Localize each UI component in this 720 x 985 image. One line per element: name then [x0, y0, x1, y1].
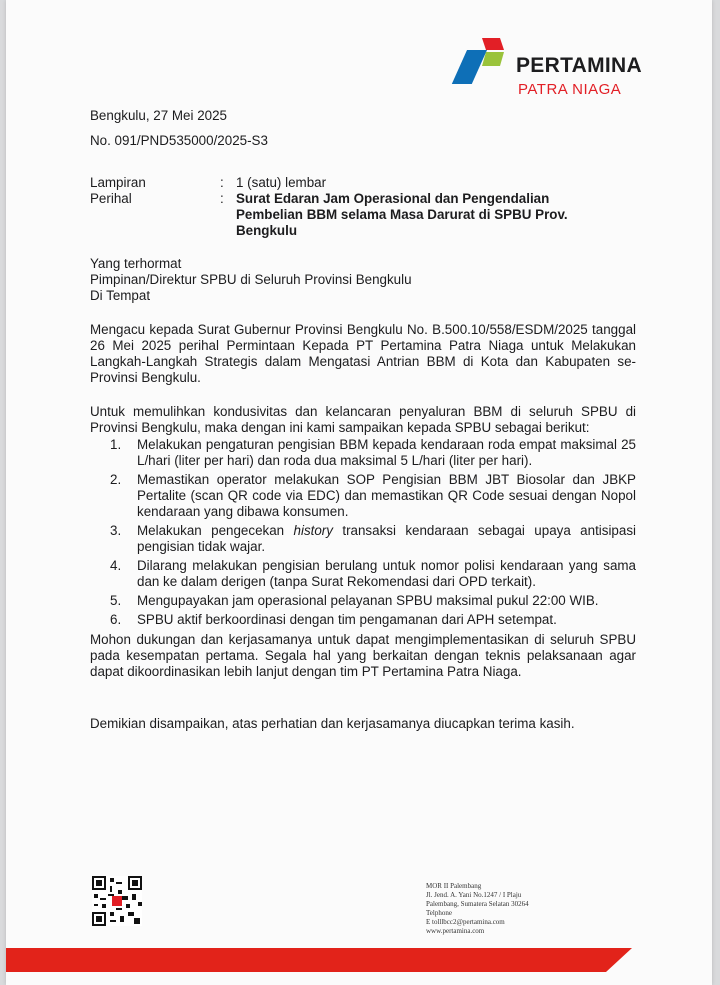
letter-page [6, 0, 712, 985]
letter-number: No. 091/PND535000/2025-S3 [90, 133, 268, 148]
brand-subtitle: PATRA NIAGA [518, 81, 622, 98]
attachment-colon: : [220, 175, 224, 190]
subject-colon: : [220, 191, 224, 206]
subject-label: Perihal [90, 191, 132, 206]
subject-line: Bengkulu [236, 223, 298, 238]
instruction-list [110, 437, 636, 631]
list-number: 4. [110, 558, 122, 573]
list-text: SPBU aktif berkoordinasi dengan tim pengamanan dari APH setempat. [137, 612, 557, 627]
qr-code-icon [92, 876, 142, 926]
place-date: Bengkulu, 27 Mei 2025 [90, 108, 227, 123]
qr-code [92, 876, 142, 926]
subject-line: Pembelian BBM selama Masa Darurat di SPBU Prov. [236, 207, 568, 222]
list-item [110, 437, 636, 469]
recipient-line: Di Tempat [90, 288, 151, 303]
recipient-line: Pimpinan/Direktur SPBU di Seluruh Provinsi Bengkulu [90, 272, 412, 287]
list-text: Dilarang melakukan pengisian berulang untuk nomor polisi kendaraan yang sama dan ke dalam derigen (tanpa Surat Rekomendasi dari OPD terkait). [137, 558, 636, 589]
paragraph-closing: Demikian disampaikan, atas perhatian dan kerjasamanya diucapkan terima kasih. [90, 716, 575, 731]
list-text: Mengupayakan jam operasional pelayanan SPBU maksimal pukul 22:00 WIB. [137, 593, 599, 608]
list-item [110, 593, 636, 609]
paragraph-intro: Untuk memulihkan kondusivitas dan kelancaran penyaluran BBM di seluruh SPBU di Provinsi Bengkulu, maka dengan ini kami sampaikan kepada SPBU sebagai berikut: [90, 404, 636, 435]
address-line: E tolllbcc2@pertamina.com [426, 918, 505, 926]
paragraph-reference: Mengacu kepada Surat Gubernur Provinsi Bengkulu No. B.500.10/558/ESDM/2025 tanggal 26 Mei 2025 perihal Permintaan Kepada PT Pertamina Patra Niaga untuk Melakukan Langkah-Langkah Strategis dalam Mengatasi Antrian BBM di Kota dan Kabupaten se-Provinsi Bengkulu. [90, 322, 636, 385]
list-item [110, 472, 636, 520]
list-text: Melakukan pengaturan pengisian BBM kepada kendaraan roda empat maksimal 25 L/hari (liter per hari) dan roda dua maksimal 5 L/hari (liter per hari). [137, 437, 636, 468]
address-line: Jl. Jend. A. Yani No.1247 / I Plaju [426, 891, 522, 899]
list-text-part: transaksi kendaraan sebagai upaya antisipasi pengisian tidak wajar. [137, 523, 637, 554]
list-item [110, 612, 636, 628]
address-line: MOR II Palembang [426, 882, 482, 890]
attachment-label: Lampiran [90, 175, 146, 190]
list-text-italic: history [293, 523, 333, 538]
attachment-value: 1 (satu) lembar [236, 175, 327, 190]
subject-text [236, 191, 568, 239]
footer-red-bar [6, 940, 712, 985]
list-text: Memastikan operator melakukan SOP Pengisian BBM JBT Biosolar dan JBKP Pertalite (scan QR code via EDC) dan memastikan QR Code sesuai dengan Nopol kendaraan yang dibawa konsumen. [137, 472, 636, 519]
list-item [110, 558, 636, 590]
pertamina-logo [442, 36, 652, 106]
list-item [110, 523, 636, 555]
recipient-line: Yang terhormat [90, 256, 182, 271]
address-line: www.pertamina.com [426, 927, 485, 935]
list-text [137, 523, 636, 555]
list-text-part: Melakukan pengecekan [137, 523, 294, 538]
pertamina-logo-icon [442, 36, 508, 88]
list-number: 2. [110, 472, 122, 487]
list-number: 3. [110, 523, 122, 538]
paragraph-request: Mohon dukungan dan kerjasamanya untuk dapat mengimplementasikan di seluruh SPBU pada kesempatan pertama. Segala hal yang berkaitan dengan teknis pelaksanaan agar dapat dikoordinasikan lebih lanjut dengan tim PT Pertamina Patra Niaga. [90, 632, 636, 679]
list-number: 6. [110, 612, 122, 627]
list-number: 5. [110, 593, 122, 608]
address-line: Telphone [426, 909, 452, 917]
subject-line: Surat Edaran Jam Operasional dan Pengendalian [236, 191, 550, 206]
list-number: 1. [110, 437, 122, 452]
address-line: Palembang, Sumatera Selatan 30264 [426, 900, 529, 908]
brand-name: PERTAMINA [516, 54, 642, 77]
company-address [426, 882, 529, 936]
recipient-block [90, 256, 412, 304]
